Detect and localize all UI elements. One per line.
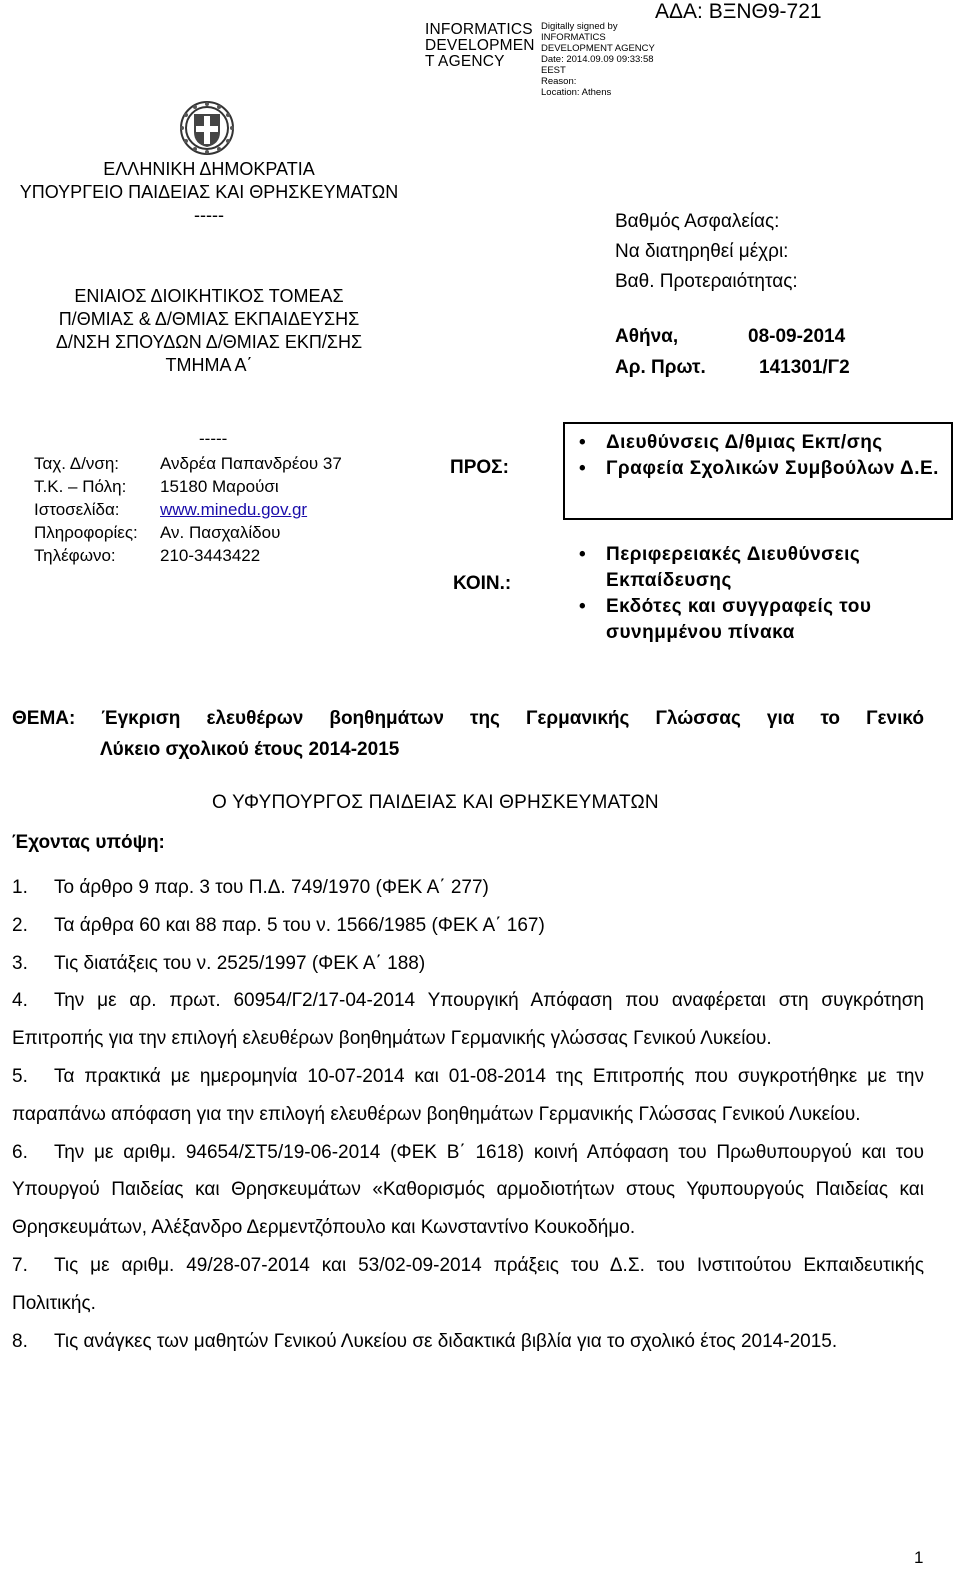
- header-line: ΥΠΟΥΡΓΕΙΟ ΠΑΙΔΕΙΑΣ ΚΑΙ ΘΡΗΣΚΕΥΜΑΤΩΝ: [19, 182, 399, 202]
- item-text: Τα πρακτικά με ημερομηνία 10-07-2014 και 01-08-2014 της Επιτροπής που συγκροτήθηκε με την παραπάνω απόφαση για την επιλογή ελευθέρων βοηθημάτων Γερμανικής Γλώσσας Γενικού Λυκείου.: [12, 1065, 924, 1125]
- subject-word: Γερμανικής: [525, 708, 630, 729]
- contact-value: 210-3443422: [160, 546, 261, 565]
- item-number: 7.: [12, 1254, 28, 1276]
- item-number: 5.: [12, 1065, 28, 1087]
- header-line: ΕΝΙΑΙΟΣ ΔΙΟΙΚΗΤΙΚΟΣ ΤΟΜΕΑΣ: [74, 286, 344, 306]
- signature-detail: DEVELOPMENT AGENCY: [541, 43, 655, 54]
- cc-recipient: • Εκδότες και συγγραφείς του συνημμένου πίνακα: [568, 594, 940, 646]
- contact-row: [34, 544, 342, 567]
- website-link[interactable]: www.minedu.gov.gr: [160, 500, 308, 519]
- signature-detail: EEST: [541, 65, 566, 76]
- protocol-number: 141301/Γ2: [759, 357, 850, 378]
- ada-code: ΑΔΑ: ΒΞΝΘ9-721: [655, 0, 822, 23]
- signature-detail: Digitally signed by: [541, 21, 618, 32]
- ministry-header: [0, 158, 418, 227]
- protocol-label: Αρ. Πρωτ.: [615, 357, 706, 378]
- list-item: [12, 907, 924, 945]
- contact-value: Αν. Πασχαλίδου: [160, 523, 281, 542]
- hellenic-emblem-icon: [175, 100, 239, 156]
- list-item: [12, 1323, 924, 1361]
- list-item: [12, 869, 924, 907]
- signature-org: [425, 22, 535, 70]
- signature-org-line: T AGENCY: [425, 53, 505, 70]
- subject-line: [12, 703, 924, 734]
- contact-value: 15180 Μαρούσι: [160, 477, 279, 496]
- keep-until: Να διατηρηθεί μέχρι:: [615, 241, 789, 262]
- item-number: 6.: [12, 1141, 28, 1163]
- contact-value: Ανδρέα Παπανδρέου 37: [160, 454, 342, 473]
- list-item: [12, 1058, 924, 1134]
- contact-label: Τ.Κ. – Πόλη:: [34, 477, 127, 496]
- signature-org-line: DEVELOPMEN: [425, 37, 535, 54]
- header-line: ΤΜΗΜΑ Α΄: [165, 355, 253, 375]
- signature-org-line: INFORMATICS: [425, 21, 533, 38]
- considerations-list: [12, 869, 924, 1360]
- contact-label: Ταχ. Δ/νση:: [34, 454, 120, 473]
- contact-row: [34, 521, 342, 544]
- item-number: 2.: [12, 914, 28, 936]
- to-list: [568, 430, 940, 482]
- contact-divider: -----: [199, 429, 228, 448]
- list-item: [12, 1134, 924, 1247]
- subject-word: ελευθέρων: [206, 708, 304, 729]
- to-recipient: • Διευθύνσεις Δ/θμιας Εκπ/σης: [568, 430, 940, 456]
- header-line: Π/ΘΜΙΑΣ & Δ/ΘΜΙΑΣ ΕΚΠΑΙΔΕΥΣΗΣ: [58, 309, 360, 329]
- document-date: 08-09-2014: [748, 326, 846, 347]
- item-text: Την με αριθμ. 94654/ΣΤ5/19-06-2014 (ΦΕΚ Β΄ 1618) κοινή Απόφαση του Πρωθυπουργού και του Υπουργού Παιδείας και Θρησκευμάτων «Καθορισμός αρμοδιοτήτων στους Υφυπουργούς Παιδείας και Θρησκευμάτων, Αλέξανδρο Δερμεντζόπουλο και Κωνσταντίνο Κουκοδήμο.: [12, 1141, 924, 1239]
- classification-block: [615, 207, 798, 297]
- subject-word: Έγκριση: [101, 708, 181, 729]
- item-text: Τις ανάγκες των μαθητών Γενικού Λυκείου σε διδακτικά βιβλία για το σχολικό έτος 2014-2015.: [54, 1330, 838, 1352]
- department-header: [0, 285, 418, 377]
- cc-list: [568, 542, 940, 646]
- item-number: 4.: [12, 990, 28, 1012]
- having-regard-heading: Έχοντας υπόψη:: [12, 832, 165, 853]
- security-level: Βαθμός Ασφαλείας:: [615, 211, 780, 232]
- subject-word: Γενικό: [866, 708, 924, 729]
- subject-word: της: [469, 708, 500, 729]
- minister-title: Ο ΥΦΥΠΟΥΡΓΟΣ ΠΑΙΔΕΙΑΣ ΚΑΙ ΘΡΗΣΚΕΥΜΑΤΩΝ: [212, 792, 659, 813]
- contact-label: Τηλέφωνο:: [34, 546, 116, 565]
- subject-word: το: [820, 708, 841, 729]
- item-number: 3.: [12, 952, 28, 974]
- priority-level: Βαθ. Προτεραιότητας:: [615, 271, 798, 292]
- page-number: 1: [914, 1548, 924, 1567]
- header-line: -----: [194, 205, 224, 225]
- signature-detail: Date: 2014.09.09 09:33:58: [541, 54, 654, 65]
- signature-details: [541, 21, 655, 98]
- subject: [12, 703, 924, 765]
- subject-word: βοηθημάτων: [329, 708, 444, 729]
- contact-row: [34, 475, 342, 498]
- signature-detail: INFORMATICS: [541, 32, 606, 43]
- subject-word: ΘΕΜΑ:: [12, 708, 76, 729]
- list-item: [12, 1247, 924, 1323]
- cc-label: ΚΟΙΝ.:: [453, 573, 512, 594]
- item-text: Τα άρθρα 60 και 88 παρ. 5 του ν. 1566/1985 (ΦΕΚ Α΄ 167): [54, 914, 545, 936]
- item-text: Τις διατάξεις του ν. 2525/1997 (ΦΕΚ Α΄ 188): [54, 952, 426, 974]
- list-item: [12, 945, 924, 983]
- signature-detail: Location: Athens: [541, 87, 612, 98]
- header-line: ΕΛΛΗΝΙΚΗ ΔΗΜΟΚΡΑΤΙΑ: [103, 159, 315, 179]
- header-line: Δ/ΝΣΗ ΣΠΟΥΔΩΝ Δ/ΘΜΙΑΣ ΕΚΠ/ΣΗΣ: [55, 332, 363, 352]
- subject-line: Λύκειο σχολικού έτους 2014-2015: [100, 739, 400, 760]
- contact-row: [34, 452, 342, 475]
- to-label: ΠΡΟΣ:: [450, 457, 509, 478]
- item-text: Την με αρ. πρωτ. 60954/Γ2/17-04-2014 Υπουργική Απόφαση που αναφέρεται στη συγκρότηση Επιτροπής για την επιλογή ελευθέρων βοηθημάτων Γερμανικής γλώσσας Γενικού Λυκείου.: [12, 990, 924, 1050]
- item-text: Το άρθρο 9 παρ. 3 του Π.Δ. 749/1970 (ΦΕΚ Α΄ 277): [54, 877, 489, 898]
- list-item: [12, 982, 924, 1058]
- item-number: 1.: [12, 877, 28, 898]
- contact-row: [34, 498, 342, 521]
- to-recipient: • Γραφεία Σχολικών Συμβούλων Δ.Ε.: [568, 456, 940, 482]
- contact-label: Ιστοσελίδα:: [34, 500, 120, 519]
- contact-info: [34, 452, 342, 567]
- item-text: Τις με αριθμ. 49/28-07-2014 και 53/02-09-2014 πράξεις του Δ.Σ. του Ινστιτούτου Εκπαιδευτικής Πολιτικής.: [12, 1254, 924, 1314]
- contact-label: Πληροφορίες:: [34, 523, 138, 542]
- city: Αθήνα,: [615, 326, 679, 347]
- subject-word: για: [766, 708, 795, 729]
- signature-detail: Reason:: [541, 76, 577, 87]
- item-number: 8.: [12, 1330, 28, 1352]
- cc-recipient: • Περιφερειακές Διευθύνσεις Εκπαίδευσης: [568, 542, 940, 594]
- subject-word: Γλώσσας: [655, 708, 741, 729]
